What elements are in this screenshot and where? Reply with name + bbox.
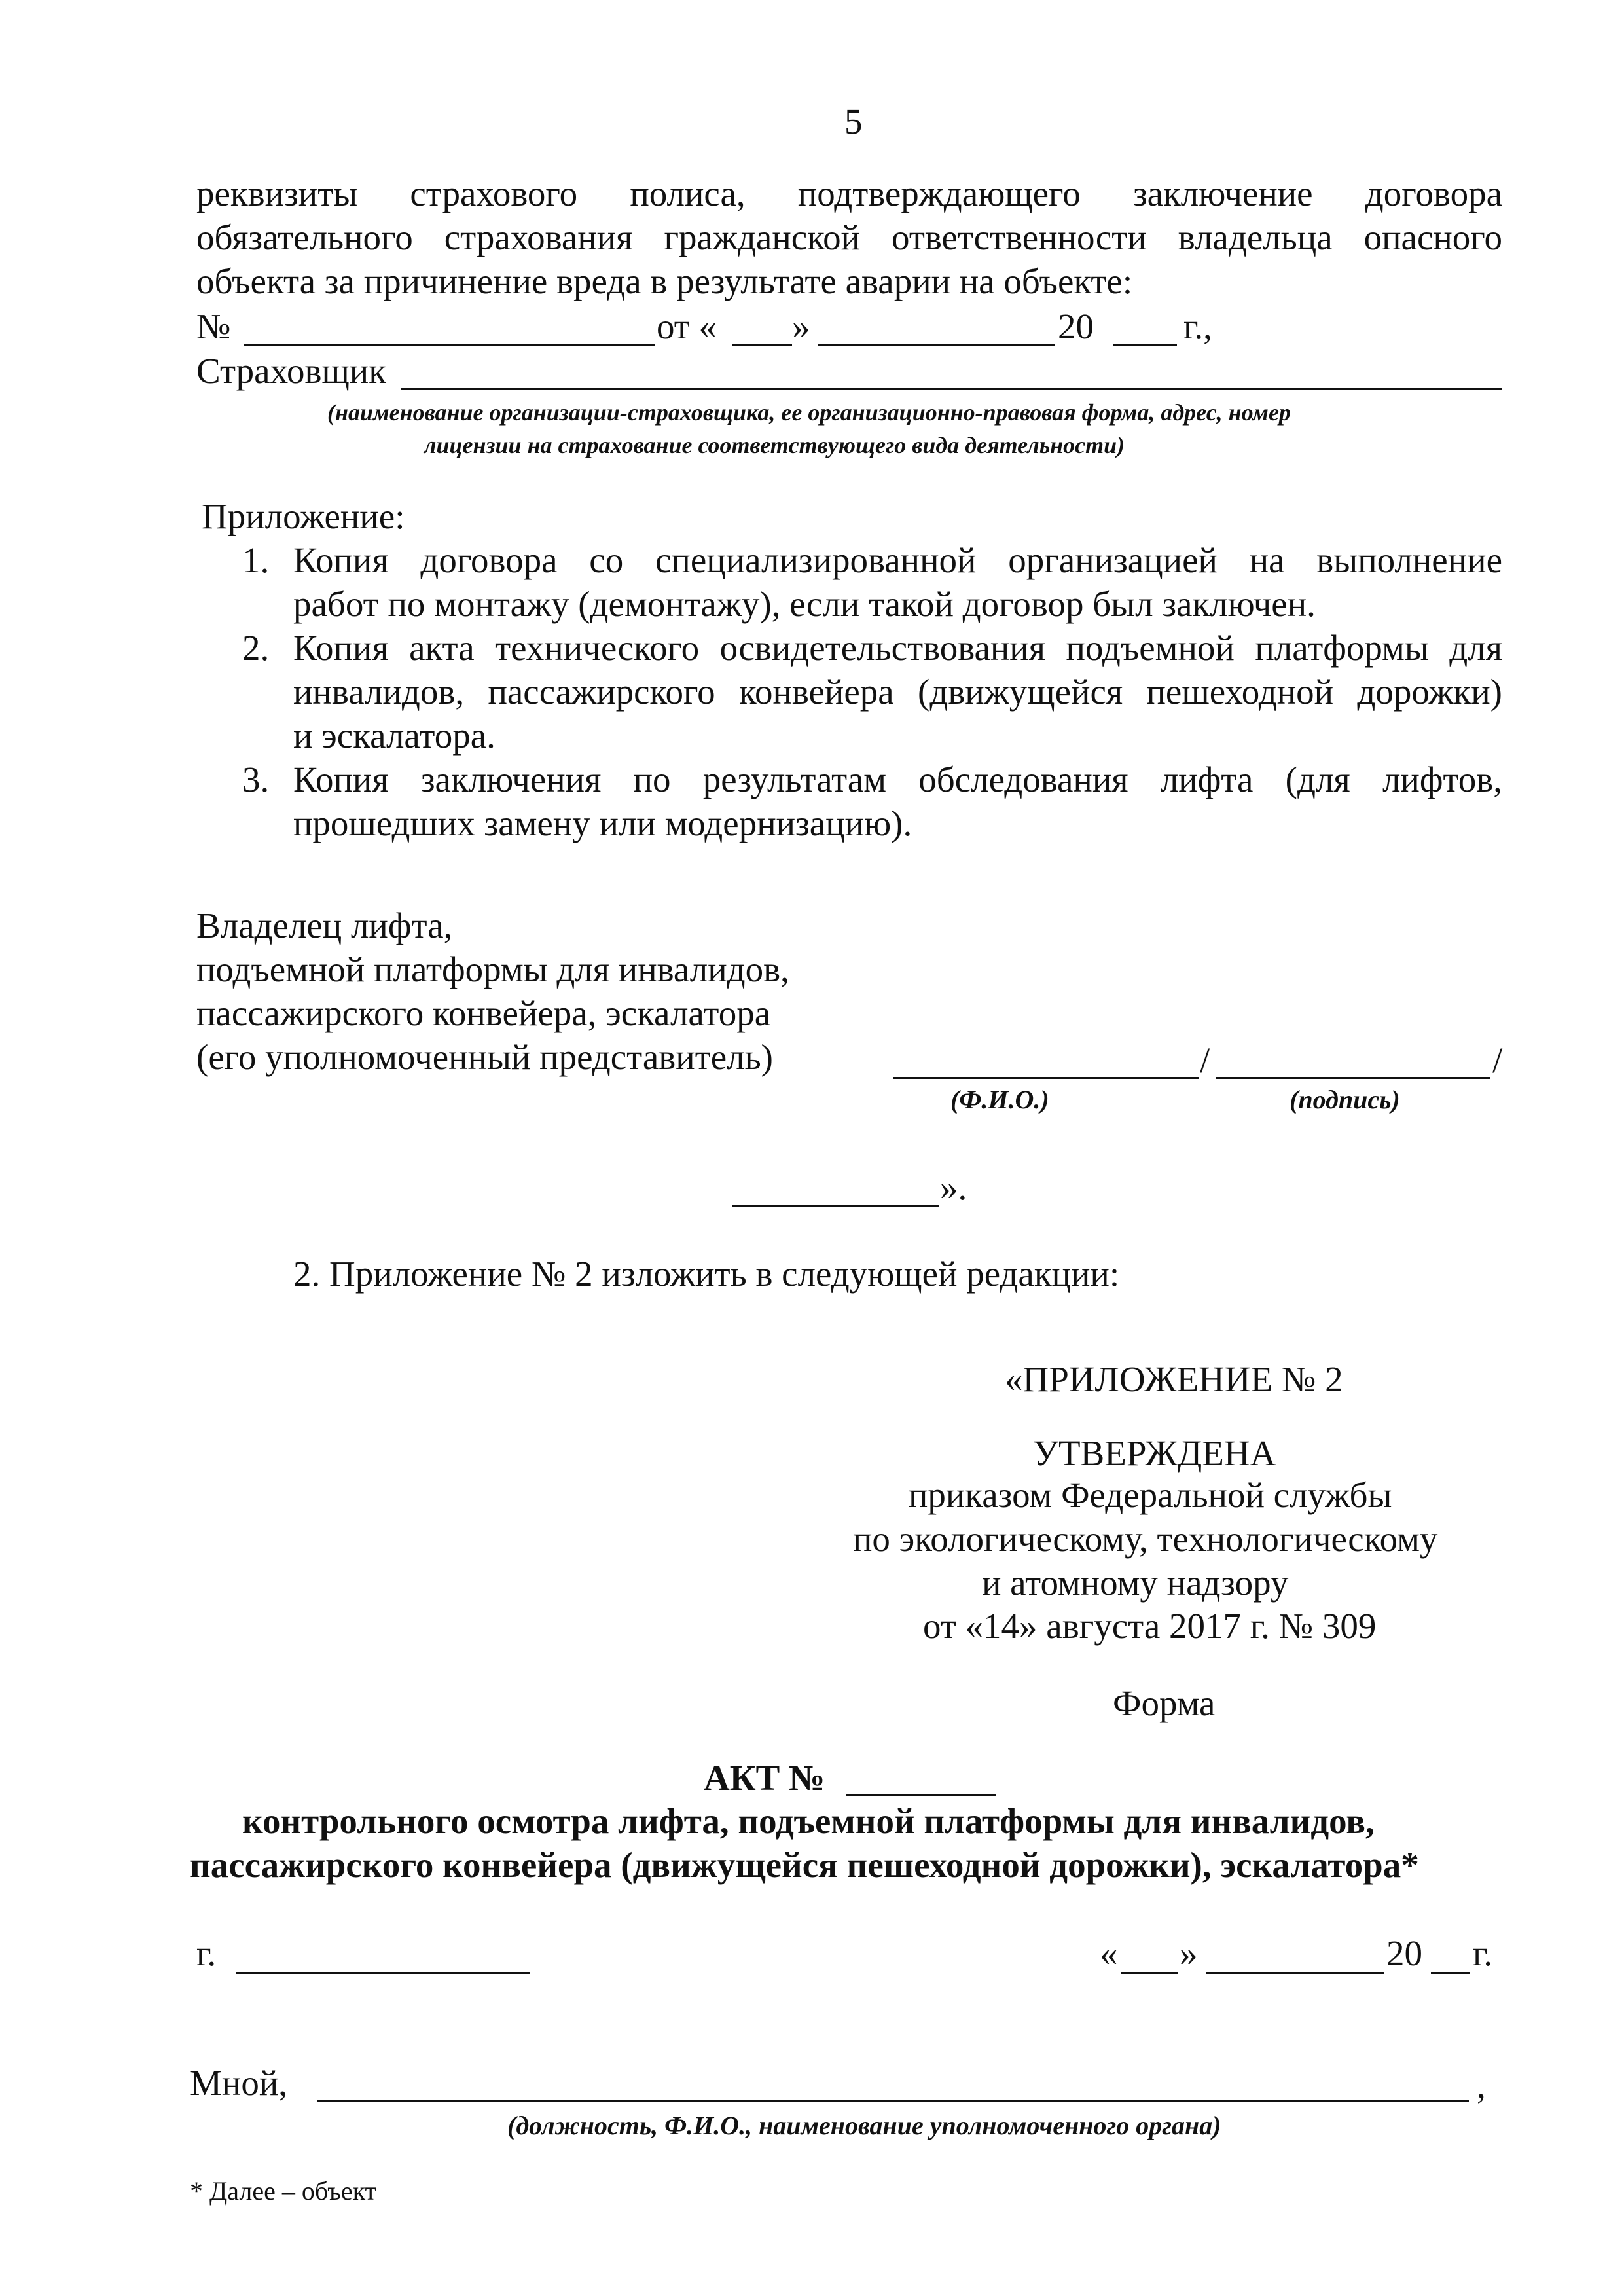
by-me-label: Мной, (190, 2063, 288, 2103)
appendix-item-3-line-2: прошедших замену или модернизацию). (293, 803, 912, 843)
owner-fio-field[interactable] (893, 1077, 1199, 1079)
policy-line-2: обязательного страхования гражданской ответственности владельца опасного (196, 217, 1502, 257)
owner-line-4: (его уполномоченный представитель) (196, 1037, 773, 1077)
page-number: 5 (844, 101, 863, 141)
end-mark-line[interactable] (732, 1205, 939, 1207)
insurer-hint-line-2: лицензии на страхование соответствующего вида деятельности) (424, 432, 1125, 458)
policy-year-field[interactable] (1113, 344, 1177, 346)
insurer-hint-line-1: (наименование организации-страховщика, ее организационно-правовая форма, адрес, номер (327, 399, 1291, 426)
policy-number-field[interactable] (244, 344, 655, 346)
appendix-item-2-line-2: инвалидов, пассажирского конвейера (движущейся пешеходной дорожки) (293, 672, 1502, 712)
act-title: АКТ № (704, 1758, 825, 1798)
policy-line-1: реквизиты страхового полиса, подтверждающего заключение договора (196, 173, 1502, 213)
appendix-item-2-num: 2. (242, 628, 270, 668)
approval-line-3: и атомному надзору (982, 1563, 1289, 1603)
appendix-item-3-line-1: Копия заключения по результатам обследования лифта (для лифтов, (293, 759, 1502, 799)
approval-line-4: от «14» августа 2017 г. № 309 (923, 1606, 1377, 1646)
policy-date-close-quote: » (792, 306, 810, 346)
owner-line-2: подъемной платформы для инвалидов, (196, 949, 789, 989)
policy-number-prefix: № (196, 306, 231, 346)
date-month-field[interactable] (1206, 1972, 1384, 1974)
owner-slash-1: / (1200, 1040, 1210, 1080)
owner-line-3: пассажирского конвейера, эскалатора (196, 993, 771, 1033)
appendix-item-1-line-1: Копия договора со специализированной организацией на выполнение (293, 540, 1502, 580)
policy-date-from-label: от « (657, 306, 717, 346)
appendix-item-2-line-3: и эскалатора. (293, 716, 496, 756)
appendix-item-3-num: 3. (242, 759, 270, 799)
owner-slash-2: / (1492, 1040, 1503, 1080)
policy-day-field[interactable] (732, 344, 792, 346)
city-prefix: г. (196, 1933, 217, 1973)
appendix-item-2-line-1: Копия акта технического освидетельствования подъемной платформы для (293, 628, 1502, 668)
insurer-label: Страховщик (196, 351, 386, 391)
policy-line-3: объекта за причинение вреда в результате аварии на объекте: (196, 261, 1133, 301)
policy-year-suffix: г., (1183, 306, 1212, 346)
approval-line-1: приказом Федеральной службы (909, 1475, 1392, 1515)
appendix-2-header: «ПРИЛОЖЕНИЕ № 2 (1005, 1359, 1343, 1399)
insurer-field[interactable] (401, 388, 1502, 390)
policy-month-field[interactable] (818, 344, 1055, 346)
owner-line-1: Владелец лифта, (196, 905, 453, 945)
appendix-title: Приложение: (202, 496, 405, 536)
act-subtitle-line-2: пассажирского конвейера (движущейся пешеходной дорожки), эскалатора* (190, 1845, 1419, 1885)
owner-fio-label: (Ф.И.О.) (950, 1085, 1049, 1114)
act-subtitle-line-1: контрольного осмотра лифта, подъемной платформы для инвалидов, (242, 1801, 1375, 1841)
by-me-hint: (должность, Ф.И.О., наименование уполномоченного органа) (507, 2111, 1221, 2140)
footnote: * Далее – объект (190, 2176, 377, 2206)
appendix-item-1-num: 1. (242, 540, 270, 580)
date-year-field[interactable] (1431, 1972, 1470, 1974)
appendix-item-1-line-2: работ по монтажу (демонтажу), если такой договор был заключен. (293, 584, 1316, 624)
date-close-quote: » (1180, 1933, 1198, 1973)
act-number-field[interactable] (846, 1794, 996, 1796)
approval-line-2: по экологическому, технологическому (853, 1519, 1438, 1559)
owner-signature-field[interactable] (1216, 1077, 1490, 1079)
date-day-field[interactable] (1121, 1972, 1178, 1974)
policy-year-prefix: 20 (1058, 306, 1094, 346)
point-2-text: 2. Приложение № 2 изложить в следующей редакции: (293, 1254, 1120, 1294)
approved-label: УТВЕРЖДЕНА (1033, 1433, 1276, 1473)
form-label: Форма (1113, 1683, 1216, 1723)
by-me-field[interactable] (317, 2100, 1469, 2102)
city-field[interactable] (236, 1972, 530, 1974)
by-me-comma: , (1477, 2066, 1486, 2105)
date-open-quote: « (1100, 1933, 1118, 1973)
date-year-suffix: г. (1473, 1933, 1493, 1973)
owner-sign-label: (подпись) (1290, 1085, 1400, 1114)
date-year-prefix: 20 (1386, 1933, 1422, 1973)
end-mark: ». (940, 1167, 967, 1207)
